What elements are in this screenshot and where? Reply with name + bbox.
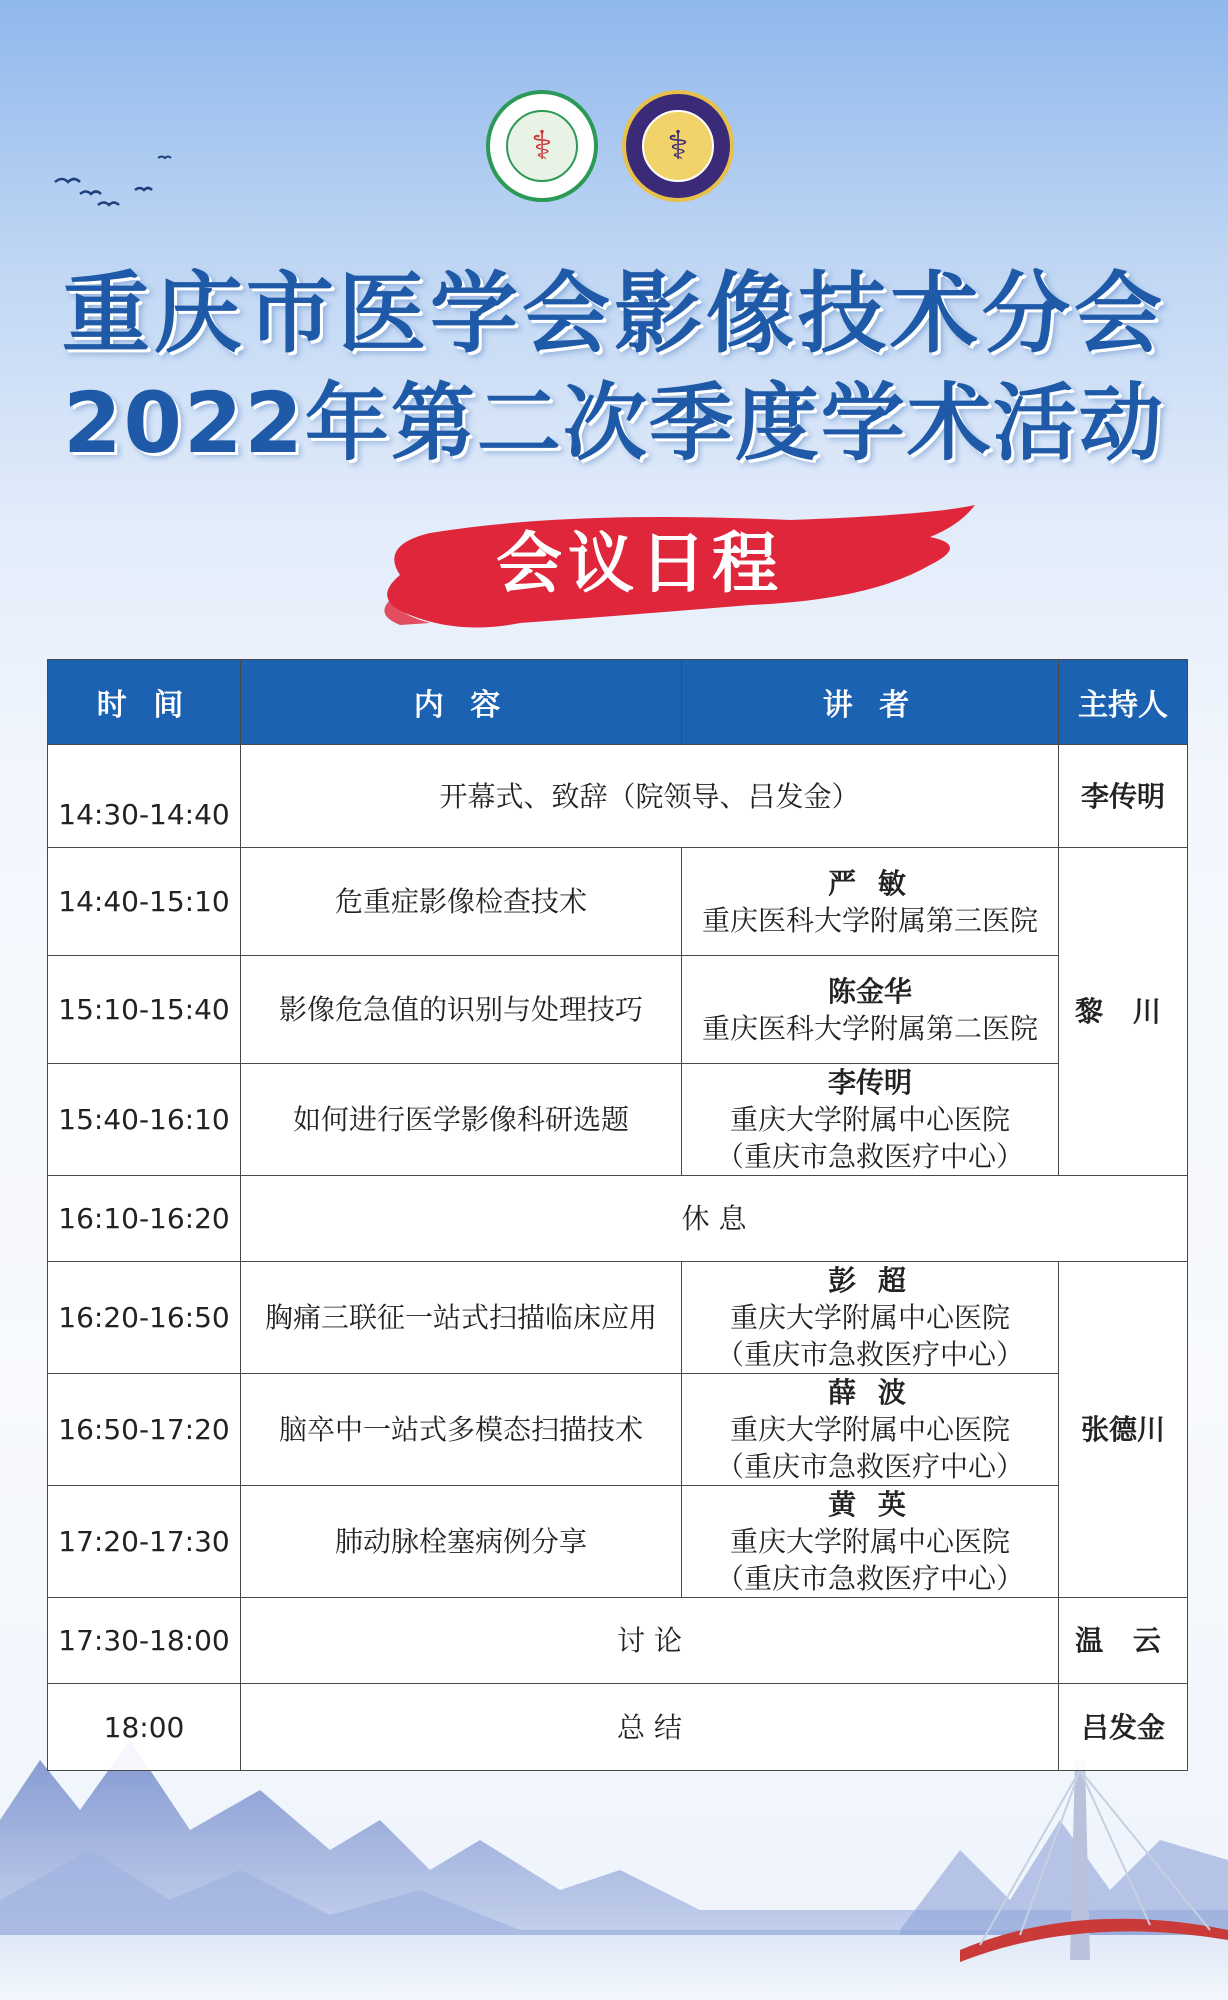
speaker-name: 陈金华 [827,974,912,1008]
row-speaker [682,1486,1059,1598]
row-content: 总 结 [241,1684,1059,1771]
row-time: 15:10-15:40 [48,956,241,1064]
row-time: 18:00 [48,1684,241,1771]
row-host: 李传明 [1059,745,1188,848]
table-row [48,1486,1188,1598]
speaker-org-secondary: （重庆市急救医疗中心） [715,1338,1024,1371]
row-content: 开幕式、致辞（院领导、吕发金） [241,745,1059,848]
row-content: 肺动脉栓塞病例分享 [241,1486,682,1598]
page-title-line2: 2022年第二次季度学术活动 [63,374,1165,472]
agenda-subtitle: 会议日程 [496,525,784,602]
speaker-name: 黄 英 [828,1488,912,1521]
row-time: 16:10-16:20 [48,1176,241,1262]
row-content: 胸痛三联征一站式扫描临床应用 [241,1262,682,1374]
speaker-name: 严 敏 [828,866,912,900]
speaker-org-secondary: （重庆市急救医疗中心） [715,1562,1024,1595]
speaker-org: 重庆大学附属中心医院 [729,1301,1010,1334]
speaker-org: 重庆大学附属中心医院 [729,1103,1010,1136]
row-time: 15:40-16:10 [48,1064,241,1176]
caduceus-icon: ⚕ [667,123,689,169]
row-host: 吕发金 [1059,1684,1188,1771]
speaker-org-secondary: （重庆市急救医疗中心） [715,1140,1024,1173]
row-time: 16:50-17:20 [48,1374,241,1486]
row-host: 黎 川 [1059,848,1188,1176]
header-host: 主持人 [1059,660,1188,745]
medical-association-logo [486,90,598,202]
row-speaker [682,848,1059,956]
row-time: 16:20-16:50 [48,1262,241,1374]
speaker-org: 重庆大学附属中心医院 [729,1525,1010,1558]
row-host: 温 云 [1059,1598,1188,1684]
caduceus-icon: ⚕ [531,123,553,169]
speaker-org: 重庆医科大学附属第二医院 [701,1011,1038,1045]
row-content: 影像危急值的识别与处理技巧 [241,956,682,1064]
row-speaker [682,1064,1059,1176]
row-content: 如何进行医学影像科研选题 [241,1064,682,1176]
row-speaker [682,1262,1059,1374]
page-title-line1: 重庆市医学会影像技术分会 [61,261,1166,365]
row-time: 17:30-18:00 [48,1598,241,1684]
speaker-org-secondary: （重庆市急救医疗中心） [715,1450,1024,1483]
speaker-org: 重庆医科大学附属第三医院 [701,903,1038,937]
table-row [48,1064,1188,1176]
row-time: 17:20-17:30 [48,1486,241,1598]
table-row [48,1176,1188,1262]
row-time: 14:30-14:40 [48,745,241,848]
agenda-table [47,659,1188,1771]
table-row [48,1684,1188,1771]
row-content: 休 息 [241,1176,1188,1262]
row-content: 脑卒中一站式多模态扫描技术 [241,1374,682,1486]
speaker-name: 薛 波 [828,1376,912,1409]
header-speaker: 讲 者 [682,660,1059,745]
row-time: 14:40-15:10 [48,848,241,956]
header-time: 时 间 [48,660,241,745]
row-content: 讨 论 [241,1598,1059,1684]
table-row [48,745,1188,848]
table-header-row [48,660,1188,745]
header-content: 内 容 [241,660,682,745]
row-content: 危重症影像检查技术 [241,848,682,956]
speaker-org: 重庆大学附属中心医院 [729,1413,1010,1446]
row-speaker [682,956,1059,1064]
table-row [48,1374,1188,1486]
speaker-name: 李传明 [827,1066,912,1099]
row-host: 张德川 [1059,1262,1188,1598]
row-speaker [682,1374,1059,1486]
table-row [48,956,1188,1064]
table-row [48,1598,1188,1684]
logo-row [0,90,1228,210]
emergency-center-logo [622,90,734,202]
speaker-name: 彭 超 [828,1264,912,1297]
table-row [48,1262,1188,1374]
table-row [48,848,1188,956]
